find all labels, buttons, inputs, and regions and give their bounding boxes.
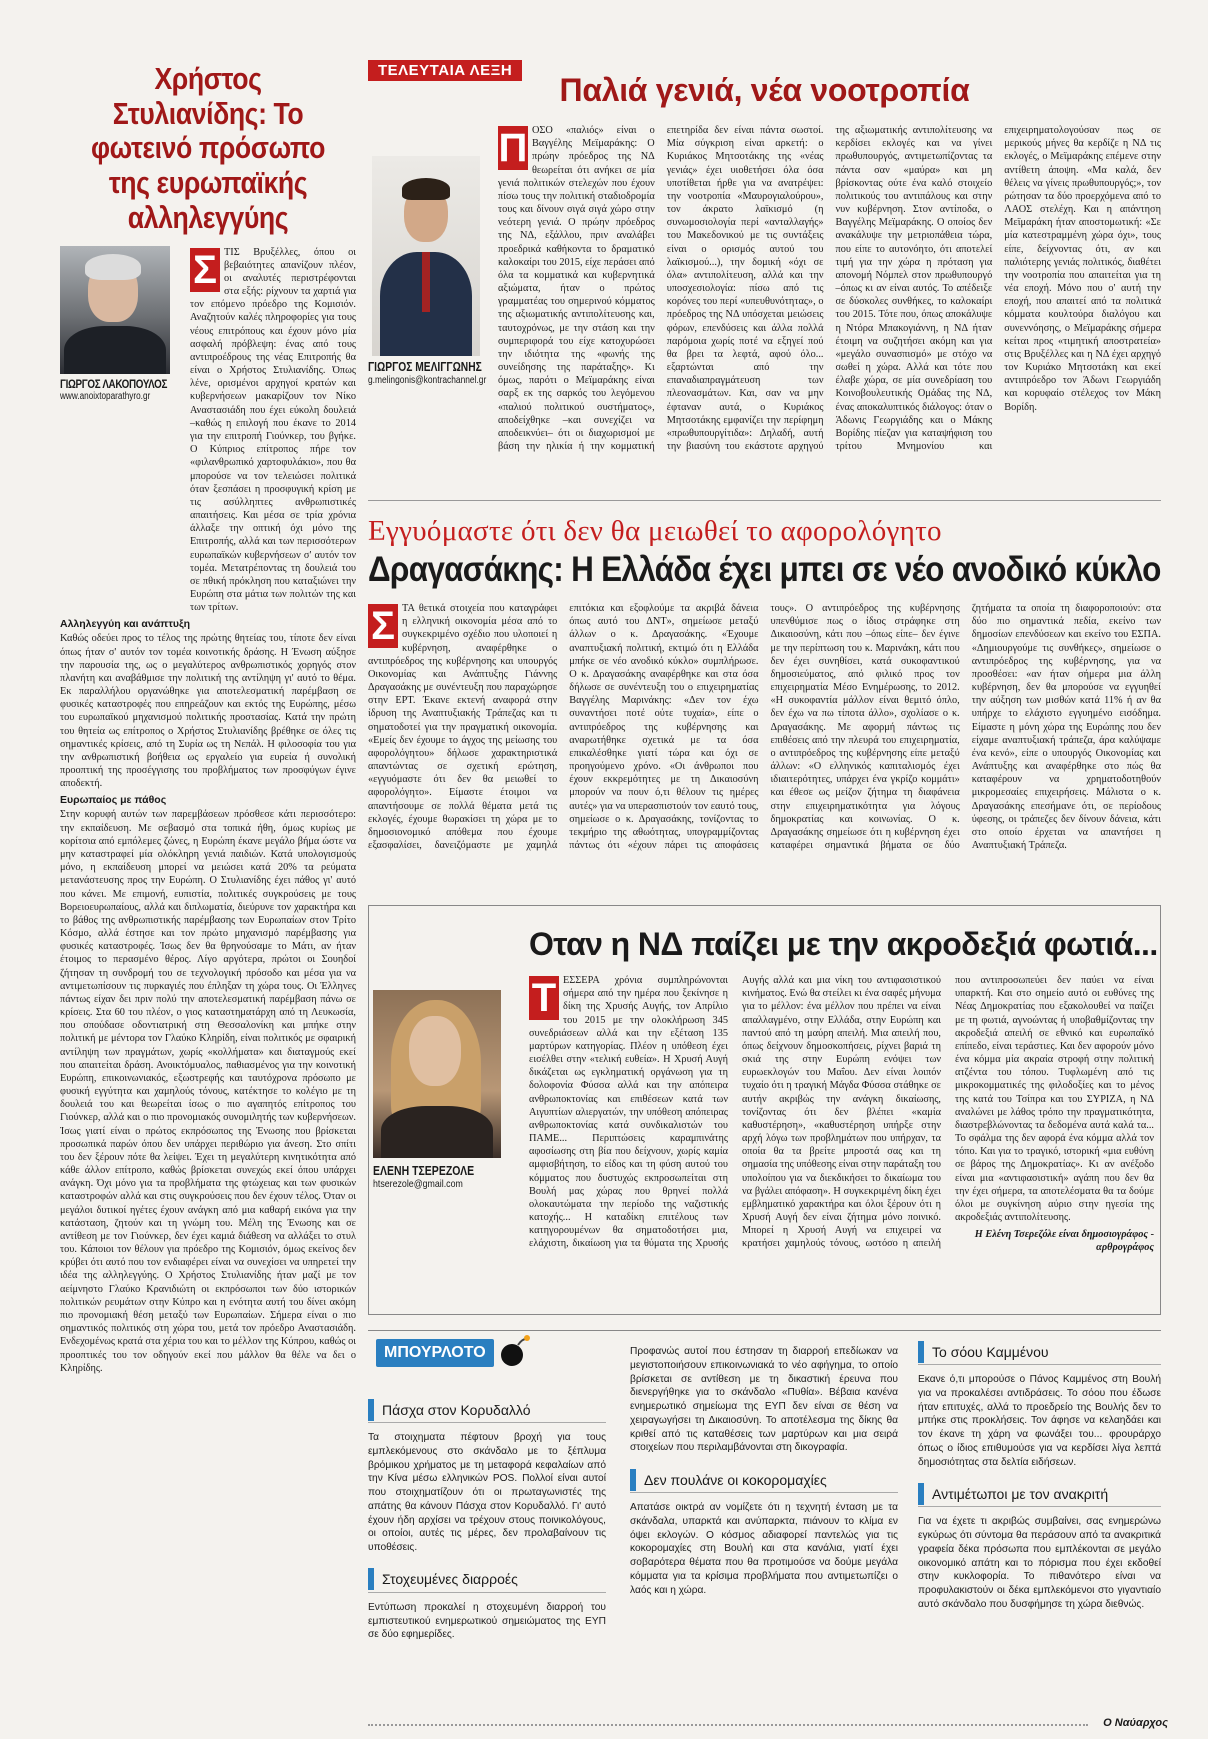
item-heading: Πάσχα στον Κορυδαλλό bbox=[368, 1397, 606, 1423]
middle-article-headline: Δραγασάκης: Η Ελλάδα έχει μπει σε νέο ανοδικό κύκλο bbox=[368, 550, 1161, 589]
heading-bar bbox=[918, 1341, 924, 1363]
heading-bar bbox=[368, 1568, 374, 1590]
drop-cap: Τ bbox=[529, 976, 559, 1020]
top-article-body: Π ΟΣΟ «παλιός» είναι ο Βαγγέλης Μεϊμαράκης: Ο πρώην πρόεδρος της ΝΔ θεωρείται ότι ανήκει σε μία γενιά πολιτικών στελεχών που έχουν πίσω τους την πολιτική σταδιοδρομία τους και δίνουν σιγά σιγά χώρο στην νεότερη γενιά. Ο πρώην πρόεδρος της ΝΔ, εξάλλου, πριν αναλάβει προεδρικά καθήκοντα το δραματικό καλοκαίρι του 2015, είχε περάσει από όλα τα κομματικά και κυβερνητικά αξιώματα, ήταν ο πρώτος γραμματέας του σημερινού κόμματος της αξιωματικής αντιπολίτευσης και, ταυτοχρόνως, με την στάση και την συμπεριφορά του είχε κατοχυρώσει την ιδιότητα της «φωνής της συνείδησης της παράταξης». Κι όμως, παρότι ο Μεϊμαράκης είναι σαρξ εκ της σαρκός του λεγόμενου «παλιού πολιτικού συστήματος», αποδείχθηκε –και συνεχίζει να αποδεικνύει– ότι οι διαχωρισμοί με βάση την ηλικία ή την κομματική επετηρίδα δεν είναι πάντα σωστοί. Μία σύγκριση είναι αρκετή: ο Κυριάκος Μητσοτάκης της «νέας γενιάς» έχει υιοθετήσει όλα όσα υποτίθεται ήρθε για να ανατρέψει: την νοοτροπία «Μαυρογιαλούρου», τον άκρατο λαϊκισμό (η συνωμοσιολογία περί «ανταλλαγής» του Μακεδονικού με τις συντάξεις είναι ο ορισμός αυτού του λαϊκισμού...), την δομική «όχι σε όλα» αντιπολίτευση, αλλά και την υποσχεσιολογία: πίσω από τις κορόνες του περί «υπευθυνότητας», ο πρόεδρος της ΝΔ υπόσχεται μειώσεις φόρων, επενδύσεις και άλλα πολλά παρόμοια χωρίς ποτέ να εξηγεί πού θα βρει τα λεφτά, αφού όλο... εξαρτώνται από την επαναδιαπραγμάτευση των πλεονασμάτων. Και, σαν να μην έφταναν αυτά, ο Κυριάκος Μητσοτάκης εμφανίζει την περίφημη «πρωθυπουργίτιδα»: Δηλαδή, αυτή την βιασύνη του εκάστοτε αρχηγού της αξιωματικής αντιπολίτευσης να κερδίσει εκλογές και να γίνει πρωθυπουργός, αντιμετωπίζοντας τα πάντα σαν «μαύρα» και μη βρίσκοντας ούτε ένα καλό στοιχείο πολιτικούς του αντιπάλους και στην νυν κυβέρνηση. Στον αντίποδα, ο Βαγγέλης Μεϊμαράκης. Ο οποίος δεν ανακάλυψε την μετριοπάθεια τώρα, που είπε το αυτονόητο, ότι αποτελεί τιμή για την χώρα η πρόταση για απονομή Νόμπελ στον πρωθυπουργό –όπως κι αν είναι αυτός. Το απέδειξε σε δύσκολες συνθήκες, το καλοκαίρι του 2015. Τότε που, όπως αποκάλυψε η Ντόρα Μπακογιάννη, η ΝΔ ήταν έτοιμη να συζητήσει ακόμη και για «μεγάλο συνασπισμό» με στόχο να σωθεί η χώρα. Αλλά και τότε που έλαβε χώρα, σε μία συνεδρίαση του Κοινοβουλευτικής Ομάδας της ΝΔ, ένας αποκαλυπτικός διάλογος: όταν ο Άδωνις Γεωργιάδης και ο Μάκης Βορίδης πίεζαν για καταψήφιση του τρίτου Μνημονίου και επιχειρηματολογούσαν πως σε μερικούς μήνες θα κερδίζε η ΝΔ τις εκλογές, ο Μεϊμαράκης επέμενε στην αντίθετη άποψη. «Μα καλά, δεν θέλεις να γίνεις πρωθυπουργός;», τον ρώτησαν τα δύο προερχόμενα από το ΛΑΟΣ στελέχη. Και η απάντηση Μεϊμαράκη ήταν αποστομωτική: «Σε μία κατεστραμμένη χώρα όχι», τους είπε, δείχνοντας ότι, αν και παλιότερης γενιάς πολιτικός, διαθέτει την νοοτροπία που απαιτείται για τη νέα εποχή. Μόνο που ο' αυτή την εποχή, που απαιτεί από τα πολιτικά κόμματα κουλτούρα διαλόγου και συνεννόησης, ο Μεϊμαράκης σήμερα κείται προς «τιμητική αποστρατεία» στις Βρυξέλλες και η ΝΔ έχει αρχηγό τον Κυριάκο Μητσοτάκη και εκεί αντιπρόεδρο τον Άδωνι Γεωργιάδη και κορυφαίο στέλεχος τον Μάκη Βορίδη. bbox=[498, 125, 1161, 453]
subheading: Αλληλεγγύη και ανάπτυξη bbox=[60, 618, 191, 631]
body-text: Στην κορυφή αυτών των παρεμβάσεων πρόσθεσε κάτι περισσότερο: την εκπαίδευση. Με σεβασμό στα τοπικά ήθη, όμως κυρίως με κορίτσια από εμπόλεμες ζώνες, η Ευρώπη έκανε μεγάλο βήμα ώστε να μην καταστραφεί μία ολόκληρη γενιά παιδιών. Κατά υπολογισμούς μόνο, η εκπαίδευση μπορεί να μειώσει κατά 20% τα ρεύματα μετανάστευσης προς την Ευρώπη. Ο Στυλιανίδης έχει πάθος γι' αυτό που κάνει. Με επιμονή, ευπιστία, πολιτικές συγκρούσεις με τους Βορειοευρωπαίους, αλλά και διπλωματία, διεύρυνε τον χαρακτήρα και το βάθος της ανθρωπιστικής παρέμβασης των Ευρωπαίων στον Τρίτο Κόσμο, αλλά έστησε και τον πρώτο μηχανισμό παρέμβασης για φυσικές καταστροφές. Ίσως δεν θα θρηνούσαμε το Μάτι, αν ήταν έτοιμος το περασμένο θέρος. Λίγο αργότερα, πρώτοι οι Σουηδοί ζήτησαν τη συνδρομή του σε τεχνολογική πρόσοδο και μέσα για να αντιμετωπίσουν τις πυρκαγιές που έπληξαν τη χώρα τους. Οι Έλληνες πάντως είχαν δει πριν πολύ την αποτελεσματική παρέμβαση πάνω σε κρίσεις. Στα 60 του πλέον, ο γιος καταστηματάρχη από τη Λευκωσία, που σπούδασε οδοντιατρική στη Θεσσαλονίκη και μπήκε στην πολιτική με μέντορα τον Γλαύκο Κληρίδη, είναι πολιτικός με σφαιρική αντίληψη των πραγμάτων, χωρίς «κολλήματα» και διαταγμούς εκεί που απαιτείται δράση. Ανοικτόμυαλος, παθιασμένος για την κοινοτική Ευρώπη, επικοινωνιακός, εξωστρεφής και ταυτόχρονα πρόσωπο με φυσική εγγύτητα και χαμηλούς τόνους, κατέκτησε το κολέγιο με τη δουλειά του και θεωρείται ίσως ο πιο αγαπητός επίτροπος του Γιούνκερ, αλλά και ο πιο προνομιακός συνομιλητής των κυβερνήσεων. Ίσως γιατί είναι ο πρώτος εκπρόσωπος της Ένωσης που βρίσκεται προσωπικά παρών όπου δεν υπάρχει περιθώριο για άνεση. Στο σπίτι του δεν ξέρουν πότε θα λείψει. Έχει τη μεγαλύτερη κινητικότητα από κάθε άλλον επίτροπο, καθώς βρίσκεται συνεχώς εκεί όπου υπάρχει ανάγκη. Όχι μόνο για τα προβλήματα της φτώχειας και των φυσικών καταστροφών αλλά και στις συγκρούσεις που δεν έχουν τέλος. Όταν οι μεγάλοι δυτικοί ηγέτες έχουν ανάγκη από μια καθαρή εικόνα για την κατάσταση, ζητούν και τη γνώμη του. Μέλη της Ένωσης και σε αντίθεση με τον Γιούνκερ, δεν έχει καμιά διάθεση να αλλάξει το στυλ του. Κάποιοι τον θέλουν για πρόεδρο της Κομισιόν, όμως εκείνος δεν κρύβει ότι αυτό που τον ενδιαφέρει είναι να συνεχίσει να υπηρετεί την ιδέα της αλληλεγγύης. Ο Χρήστος Στυλιανίδης ήταν μαζί με τον αείμνηστο Γλαύκο Κρανιδιώτη οι εκπρόσωποι των δύο ιστορικών πολιτικών ρευμάτων στην Κύπρο και η ενότητα αυτή του δίνει ακόμη πιο προνομιακή θέση μεταξύ των Ευρωπαίων. Σήμερα είναι ο πιο σημαντικός πολιτικός στη χώρα του, μετά τον πρόεδρο Αναστασιάδη. Ενδεχομένως κρατά στα χέρια του και το μέλλον της Κύπρου, καθώς οι προοπτικές του τον οδηγούν εκεί που μάλλον θα θέλε να δει ο Κληρίδης. bbox=[60, 809, 356, 1374]
author-photo bbox=[372, 156, 480, 356]
burloto-column bbox=[368, 1330, 1161, 1715]
top-article-headline: Παλιά γενιά, νέα νοοτροπία bbox=[559, 72, 970, 108]
burloto-column-2 bbox=[630, 1339, 898, 1609]
author-name: ΕΛΕΝΗ ΤΣΕΡΕΖΟΛΕ bbox=[373, 1164, 475, 1178]
author-email: g.melingonis@kontrachannel.gr bbox=[368, 374, 487, 386]
author-photo bbox=[373, 990, 501, 1158]
left-column-article bbox=[60, 62, 356, 1712]
author-photo bbox=[60, 246, 170, 374]
author-box bbox=[368, 156, 490, 386]
author-website: www.anoixtoparathyro.gr bbox=[60, 390, 151, 402]
top-article bbox=[368, 60, 1161, 490]
heading-bar bbox=[918, 1483, 924, 1505]
bomb-icon bbox=[496, 1333, 532, 1369]
middle-article-kicker: Εγγυόμαστε ότι δεν θα μειωθεί το αφορολόγητο bbox=[368, 515, 942, 547]
item-text: Απατάσε οικτρά αν νομίζετε ότι η τεχνητή ένταση με τα σκάνδαλα, υπαρκτά και ανύπαρκτα, πιάνουν το κλίμα εν όψει εκλογών. Ο κόσμος αδιαφορεί παντελώς για τις κοκορομαχίες στη Βουλή και στα κανάλια, γιατί έχει σοβαρότερα θέματα που θα προτιμούσε να δούμε μεγάλα κόμματα για τα κρίσιμα προβλήματα που αντιμετωπίζει ο λαός και η χώρα. bbox=[630, 1502, 898, 1596]
author-box bbox=[60, 246, 182, 615]
middle-article bbox=[368, 515, 1161, 885]
subheading: Ευρωπαίος με πάθος bbox=[60, 794, 167, 807]
burloto-column-1 bbox=[368, 1397, 606, 1654]
lower-article-headline: Οταν η ΝΔ παίζει με την ακροδεξιά φωτιά... bbox=[529, 926, 1158, 962]
author-signature: Η Ελένη Τσερεζόλε είναι δημοσιογράφος - αρθρογράφος bbox=[974, 1229, 1154, 1254]
item-text: Για να έχετε τι ακριβώς συμβαίνει, σας ενημερώνω εγκύρως ότι σύντομα θα περάσουν από τα ανακριτικά γραφεία δέκα πρόσωπα που εμπλέκονται σε μεγάλο οικονομικό απάτη και το πόρισμα που έχει εκδοθεί στην κυκλοφορία. Το πιθανότερο είναι να προφυλακιστούν οι δέκα εμπλεκόμενοι στο γιγαντιαίο αυτό σκάνδαλο που δυσφήμησε τη χώρα διεθνώς. bbox=[918, 1516, 1161, 1610]
left-article-headline: Χρήστος Στυλιανίδης: Το φωτεινό πρόσωπο της ευρωπαϊκής αλληλεγγύης bbox=[90, 62, 326, 235]
burloto-column-3 bbox=[918, 1339, 1161, 1624]
left-article-intro bbox=[60, 246, 356, 615]
drop-cap: Σ bbox=[368, 604, 398, 648]
heading-bar bbox=[630, 1469, 636, 1491]
item-heading: Το σόου Καμμένου bbox=[918, 1339, 1161, 1365]
item-text: Εκανε ό,τι μπορούσε ο Πάνος Καμμένος στη Βουλή για να προκαλέσει αντιδράσεις. Το σόου που έδωσε ήταν επιτυχές, αλλά το προεδρείο της Βουλής δεν το μπήκε στις προκλήσεις. Τον άφησε να κελαηδάει και τον έκανε τη χάρη να φωνάξει του... φρουράρχο όπως ο ίδιος επιθυμούσε για να κερδίσει λίγα λεπτά δημοσιότητας στα δελτία ειδήσεων. bbox=[918, 1374, 1161, 1468]
section-tag: ΜΠΟΥΡΛΟΤΟ bbox=[376, 1339, 494, 1367]
author-name: ΓΙΩΡΓΟΣ ΜΕΛΙΓΓΩΝΗΣ bbox=[368, 360, 482, 374]
item-text: Τα στοιχηματα πέφτουν βροχή για τους εμπλεκόμενους στο σκάνδαλο με το ξέπλυμα βρόμικου χρήματος με τη μεταφορά κεφαλαίων από την Κίνα μέσω ελληνικών POS. Πολλοί είναι αυτοί που στοιχηματίζουν ότι οι πρωταγωνιστές της απάτης θα κάνουν Πάσχα στον Κορυδαλλό. Γι' αυτό έχουν ήδη αρχίσει να τρέχουν στους ποινικολόγους, οι οποίοι, αυτές τις μέρες, δεν προλαβαίνουν τις υποθέσεις. bbox=[368, 1432, 606, 1554]
middle-article-body: Σ ΤΑ θετικά στοιχεία που καταγράφει η ελληνική οικονομία μέσα από το συγκεκριμένο σχέδιο που υλοποιεί η κυβέρνηση, αναφέρθηκε ο αντιπρόεδρος της κυβέρνησης και υπουργός Οικονομίας και Ανάπτυξης Γιάννης Δραγασάκης με συνέντευξη που παραχώρησε στην ΕΡΤ. Έκανε εκτενή αναφορά στην ίδρυση της Αναπτυξιακής Τράπεζας και τι σηματοδοτεί για την πραγματική οικονομία. «Εμείς δεν έχουμε το άγχος της μείωσης του αφορολόγητου» δήλωσε χαρακτηριστικά απαντώντας σε σχετική ερώτηση, «εγγυόμαστε ότι δεν θα μειωθεί το αφορολόγητο». Είμαστε έτοιμοι να απαντήσουμε σε πολλά θέματα μετά τις εκλογές, έχουμε θωρακίσει τη χώρα με το δημοσιονομικό απόθεμα που έχουμε εξασφαλίσει, δανειζόμαστε με χαμηλά επιτόκια και εξοφλούμε τα ακριβά δάνεια όπως αυτό του ΔΝΤ», σημείωσε μεταξύ άλλων ο κ. Δραγασάκης. «Έχουμε αναπτυξιακή πολιτική, εκτιμώ ότι η Ελλάδα μπήκε σε νέο ανοδικό κύκλο» συμπλήρωσε. Ο κ. Δραγασάκης αναφέρθηκε και στα όσα δήλωσε σε συνέντευξη του ο επιχειρηματίας Βαγγέλης Μαρινάκης: «Δεν τον έχω συναντήσει ποτέ ούτε τυχαία», είπε ο αντιπρόεδρος της κυβέρνησης και αναρωτήθηκε σχετικά με τα όσα επικαλέσθηκε γιατί τώρα και όχι σε προηγούμενο χρόνο. «Οι άνθρωποι που έχουν εκκρεμότητες με τη Δικαιοσύνη μπορούν να πουν ό,τι θέλουν τις ημέρες αυτές» για να υπερασπιστούν τον εαυτό τους, σημείωσε ο κ. Δραγασάκης, τονίζοντας το τεκμήριο της αθωότητας, υπογραμμίζοντας πάντως ότι «έχουν πάρει τις αποφάσεις τους». Ο αντιπρόεδρος της κυβέρνησης υπενθύμισε πως ο ίδιος στράφηκε στη Δικαιοσύνη, κάτι που –όπως είπε– δεν έγινε με την περίπτωση του κ. Μαρινάκη, κάτι που δεν έχει συνηθίσει, κατά συκοφαντικού δημοσιεύματος, από φιλικό προς τον επιχειρηματία Μέσο Ενημέρωσης, το 2012. «Η συκοφαντία μάλλον είναι θεμιτό όπλο, δεν έχω να πω τίποτα άλλο», σχολίασε ο κ. Δραγασάκης. Με αφορμή πάντως τις επιθέσεις από την πλευρά του επιχειρηματία, ο αντιπρόεδρος της κυβέρνησης είπε μεταξύ άλλων: «Ο ελληνικός καπιταλισμός έχει ιδιαιτερότητες, υπάρχει ένα γκρίζο κομμάτι» και έθεσε ως μείζον ζήτημα τη διαφάνεια στην επιχειρηματικότητα για λόγους δημοκρατίας και κοινωνίας. Ο κ. Δραγασάκης σημείωσε ότι η κυβέρνηση έχει καταφέρει σημαντικά βήματα σε δύο ζητήματα τα οποία τη διαφοροποιούν: στα δύο πιο σημαντικά πεδία, εκείνο των δημοσίων επενδύσεων και εκείνο του ΕΣΠΑ. «Δημιουργούμε τις συνθήκες», σημείωσε ο αντιπρόεδρος της κυβέρνησης, για να προσθέσει: «αν ήταν σήμερα μια άλλη κυβέρνηση, δεν θα μπορούσε να εγγυηθεί την αύξηση των μισθών κατά 11% ή αν θα υπήρχε το ελάχιστο εγγυημένο εισόδημα. Είμαστε η μόνη χώρα της Ευρώπης που δεν είχαμε αναπτυξιακή τράπεζα, άρα καλύψαμε ένα κενό», είπε ο υπουργός Οικονομίας και Ανάπτυξης και αναφέρθηκε στο πώς θα καταφέρουν να χρηματοδοτηθούν μικρομεσαίες επιχειρήσεις. Μάλιστα ο κ. Δραγασάκης επεσήμανε ότι, σε περίοδους ύφεσης, οι τράπεζες δεν δίνουν δάνεια, κάτι στο οποίο έρχεται να απαντήσει η Αναπτυξιακή Τράπεζα. bbox=[368, 603, 1161, 852]
lower-article bbox=[368, 905, 1161, 1315]
item-text: Προφανώς αυτοί που έστησαν τη διαρροή επεδίωκαν να μεγιστοποιήσουν επικοινωνιακά το νέο αφήγημα, το οποίο βρίσκεται σε αντίθεση με τη δικαστική έρευνα που διενεργήθηκε για το σκάνδαλο «Πυθία». Βέβαια κανένα ενημερωτικό σημείωμα της ΕΥΠ δεν είναι σε θέση να χειραγωγήσει τη Δικαιοσύνη. Το αποτέλεσμα της δίκης θα κριθεί από τις καταθέσεις των μαρτύρων και μια σειρά στοιχείων που περιλαμβάνονται στη δικογραφία. bbox=[630, 1346, 898, 1454]
lower-article-body: Τ ΕΣΣΕΡΑ χρόνια συμπληρώνονται σήμερα από την ημέρα που ξεκίνησε η δίκη της Χρυσής Αυγής, τον Απρίλιο του 2015 με την ολοκλήρωση 345 συνεδριάσεων αλλά και την εξέταση 135 μαρτύρων κατηγορίας. Πλέον η υπόθεση έχει εισέλθει στην «τελική ευθεία». Η Χρυσή Αυγή δικάζεται ως εγκληματική οργάνωση για τη δολοφονία Φύσσα αλλά και την απόπειρα ανθρωποκτονίας και επιθέσεων κατά των Αιγυπτίων αλιεργατών, την υπόθεση απόπειρας ανθρωποκτονίας κατά συνδικαλιστών του ΠΑΜΕ... Περιπτώσεις καραμπινάτης αφοσίωσης στη βία που δείχνουν, χωρίς καμία αμφισβήτηση, το είδος και τη φύση αυτού του κόμματος που δυστυχώς εκπροσωπείται στη Βουλή μας χώρας που θρηνεί πολλά ολοκαυτώματα την περίοδο της ναζιστικής κατοχής... Η καταδίκη επιτέλους των κατηγορουμένων θα σηματοδοτήσει μια, ελάχιστη, δικαίωση για τα θύματα της Χρυσής Αυγής αλλά και μια νίκη του αντιφασιστικού κινήματος. Ενώ θα στείλει κι ένα σαφές μήνυμα για το μέλλον: ένα μέλλον που πρέπει να είναι απαλλαγμένο, στην Ελλάδα, στην Ευρώπη και παντού από τη μαύρη απειλή. Μια απειλή που, όπως δείχνουν δημοσκοπήσεις, ρίχνει βαριά τη σκιά της στην Ευρώπη ενόψει των ευρωεκλογών του Μαΐου. Δεν είναι λοιπόν τυχαίο ότι η τραγική Μάγδα Φύσσα στάθηκε σε αυτήν ακριβώς την ανάγκη δικαίωσης, τονίζοντας ότι δεν βλέπει «καμία καθυστέρηση», «καθυστέρηση υπήρξε στην αρχή λόγω των προβλημάτων που υπήρχαν, τα οποία θα τα βρείτε μπροστά σας και τη σημασία της υπόθεσης είναι στην παράταξη του υπολοίπου για να διεκδικήσει το δικαίωμα του να βγάλει απόφαση». Η συγκεκριμένη δίκη έχει εμβληματικό χαρακτήρα και όλοι ξέρουν ότι η Χρυσή Αυγή δεν είναι ζήτημα μόνο ποινικό. Μπορεί η Χρυσή Αυγή να επιχειρεί να κρατήσει χαμηλούς τόνους, ωστόσο η απειλή που αντιπροσωπεύει δεν παύει να είναι υπαρκτή. Και στο σημείο αυτό οι ευθύνες της Νέας Δημοκρατίας που εξακολουθεί να παίζει με τη φωτιά, αγνοώντας ή υποβαθμίζοντας την ακροδεξιά απειλή σε εθνικό και ευρωπαϊκό επίπεδο, είναι τεράστιες. Και δεν αφορούν μόνο ένα κόμμα μία ακραία στροφή στην πολιτική ατζέντα του τόπου. Τυφλωμένη από τις μικροκομματικές της φιλοδοξίες και το μένος της κατά του Τσίπρα και του ΣΥΡΙΖΑ, η ΝΔ αναλώνει με λάθος τρόπο την πραγματικότητα, διαστρεβλώνοντας τα δεδομένα αυτά καλά τα... Το σφάλμα της δεν αφορά ένα κόμμα αλλά τον τόπο. Και για το τραγικό, ιστορική «μια ευθύνη σε βάρος της Δημοκρατίας». Κι αν ανέξοδο είναι μια «αντιφασιστική» αγάπη που δεν θα την έχει σήμερα, τα αποτελέσματα θα τα δούμε όλοι με συγκίνηση αύριο στην ηγεσία της ακροδεξιάς αντιπολίτευσης. Η Ελένη Τσερεζόλε είναι δημοσιογράφος - αρθρογράφος bbox=[529, 975, 1154, 1254]
drop-cap: Σ bbox=[190, 248, 220, 292]
drop-cap: Π bbox=[498, 126, 528, 170]
author-email: htserezole@gmail.com bbox=[373, 1178, 463, 1190]
heading-bar bbox=[368, 1399, 374, 1421]
page-footer: Ο Ναύαρχος bbox=[1103, 1717, 1168, 1729]
item-heading: Αντιμέτωποι με τον ανακριτή bbox=[918, 1481, 1161, 1507]
author-box bbox=[373, 990, 515, 1190]
body-text: Καθώς οδεύει προς το τέλος της πρώτης θητείας του, τίποτε δεν είναι όπως ήταν σ' αυτόν τον τομέα κοινοτικής δράσης. Η Ένωση αύξησε την παρουσία της, ως ο μεγαλύτερος ανθρωπιστικός χορηγός στον πλανήτη και αναβάθμισε την πολιτική της αντίληψη γι' αυτό το θέμα. Εκ παραλλήλου οργανώθηκε για αποτελεσματική παρέμβαση σε φυσικές καταστροφές που επηρεάζουν και εκτός της Ευρώπης, μέσω του ευρωπαϊκού μηχανισμού πολιτικής προστασίας. Κατά την πρώτη του θητεία ως επίτροπος ο Χρήστος Στυλιανίδης βρέθηκε σε όλες τις σημαντικές κρίσεις, από τη Συρία ως τη Νεπάλ. Η φιλοσοφία του για την ανθρωπιστική βοήθεια ως εργαλείο για ευρεία ή συνολική προοπτική της προσέγγισης του προβλήματος των προσφύγων έγινε αποδεκτή. bbox=[60, 633, 356, 790]
left-intro-text: Σ ΤΙΣ Βρυξέλλες, όπου οι βεβαιότητες απανίζουν πλέον, οι αναλυτές περιστρέφονται στα εξής: ρίχνουν τα χαρτιά για τον επόμενο πρόεδρο της Κομισιόν. Αναζητούν καλές πληροφορίες για τους νέους επιτρόπους και έχουν μόνο μία ασφαλή πρόβλεψη: ένας από τους αντιπροέδρους της νέας Επιτροπής θα είναι ο Χρήστος Στυλιανίδης. Όπως λένε, ορισμένοι αρχηγοί κρατών και κυβερνήσεων μακαρίζουν τον Νίκο Αναστασιάδη που έχει εύκολη δουλειά –καθώς η επιλογή που έκανε το 2014 για την επιτροπή Γιούνκερ, του βγήκε. Ο Κύπριος επίτροπος πήρε τον «φιλανθρωπικό χαρτοφυλάκιο», που θα μπορούσε να τον τελειώσει πολιτικά όταν ξεσπάσει η προσφυγική κρίση με τις ασύλληπτες ανθρωπιστικές απαιτήσεις. Και μέσα σε τρία χρόνια άλλαξε την οπτική όχι μόνο της Επιτροπής, αλλά και των περισσότερων ευρωπαϊκών κυβερνήσεων σ' αυτόν τον τομέα. Μετατρέποντας τη δουλειά του σε πθική πρόκληση που καταξιώνει την Ευρώπη στα μάτια των πολιτών της και των τρίτων. bbox=[190, 246, 356, 614]
item-heading: Δεν πουλάνε οι κοκορομαχίες bbox=[630, 1467, 898, 1493]
footer-divider bbox=[368, 1724, 1088, 1726]
divider bbox=[368, 500, 1161, 501]
author-name: ΓΙΩΡΓΟΣ ΛΑΚΟΠΟΥΛΟΣ bbox=[60, 376, 168, 391]
section-tag: ΤΕΛΕΥΤΑΙΑ ΛΕΞΗ bbox=[368, 60, 522, 81]
item-heading: Στοχευμένες διαρροές bbox=[368, 1567, 606, 1593]
item-text: Εντύπωση προκαλεί η στοχευμένη διαρροή του εμπιστευτικού ενημερωτικού σημειώματος της ΕΥΠ σε δύο εφημερίδες. bbox=[368, 1601, 606, 1641]
